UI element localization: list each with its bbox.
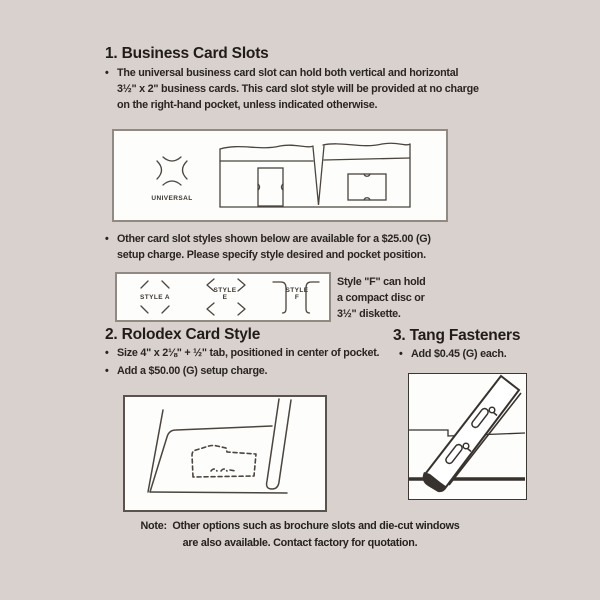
text-line: Other options such as brochure slots and die-cut windows [172, 520, 460, 532]
universal-slot-diagram [112, 129, 448, 222]
text-line: Add a $50.00 (G) setup charge. [117, 365, 268, 377]
section-1-bullet-1 [105, 65, 479, 113]
note-label: Note: [140, 520, 167, 532]
universal-slit-marks [157, 157, 187, 185]
wavy-edge-left [220, 145, 313, 149]
bullet-text [117, 65, 479, 113]
rolodex-drawing [125, 397, 325, 510]
text-line: setup charge. Please specify style desired and pocket position. [117, 249, 426, 261]
section-1-heading: 1. Business Card Slots [105, 45, 269, 62]
text-line: Other card slot styles shown below are available for a $25.00 (G) [117, 233, 431, 245]
section-3-heading: 3. Tang Fasteners [393, 327, 521, 344]
bullet-dot: • [105, 365, 109, 377]
bullet-dot: • [105, 67, 109, 79]
text-line: 3½" x 2" business cards. This card slot style will be provided at no charge [117, 83, 479, 95]
universal-label: UNIVERSAL [151, 195, 193, 202]
pocket-top-edge [150, 426, 272, 492]
text-line: Style "F" can hold [337, 276, 426, 288]
style-a-label: STYLE A [139, 294, 170, 301]
pocket-bottom-edge [150, 492, 287, 493]
pocket-top-right [324, 158, 410, 160]
card-slot-styles-diagram [115, 272, 331, 322]
rolodex-card-outline [192, 446, 256, 478]
wavy-edge-right [323, 143, 410, 146]
tang-fastener-diagram [408, 373, 527, 500]
horizontal-card [348, 174, 386, 200]
bullet-dot: • [105, 233, 109, 245]
text-line: Size 4" x 2⅛" + ½" tab, positioned in center of pocket. [117, 347, 380, 359]
section-2-bullet-2 [105, 363, 267, 379]
style-f-label: STYLE F [285, 287, 309, 301]
footer-note [90, 518, 510, 552]
section-1-bullet-2 [105, 231, 431, 263]
text-line: a compact disc or [337, 292, 425, 304]
bullet-dot: • [105, 347, 109, 359]
folder-spine-line [148, 410, 163, 492]
section-2-bullet-1 [105, 345, 379, 361]
text-line: on the right-hand pocket, unless indicated otherwise. [117, 99, 378, 111]
center-v-notch [313, 146, 324, 205]
section-3-bullet-1 [399, 346, 506, 362]
text-line: 3½" diskette. [337, 308, 401, 320]
section-2-heading: 2. Rolodex Card Style [105, 326, 261, 343]
bullet-text [117, 231, 431, 263]
text-line: The universal business card slot can hold both vertical and horizontal [117, 67, 459, 79]
vertical-card [258, 168, 283, 206]
folder-right-edge [267, 399, 291, 489]
bullet-dot: • [399, 348, 403, 360]
universal-slot-drawing [114, 131, 446, 220]
note-line-2: are also available. Contact factory for quotation. [182, 537, 418, 549]
tang-fastener-drawing [409, 374, 525, 498]
rolodex-diagram [123, 395, 327, 512]
style-f-note [337, 274, 426, 322]
style-e-label: STYLE E [213, 287, 237, 301]
note-line-1 [90, 518, 510, 535]
text-line: Add $0.45 (G) each. [411, 348, 507, 360]
